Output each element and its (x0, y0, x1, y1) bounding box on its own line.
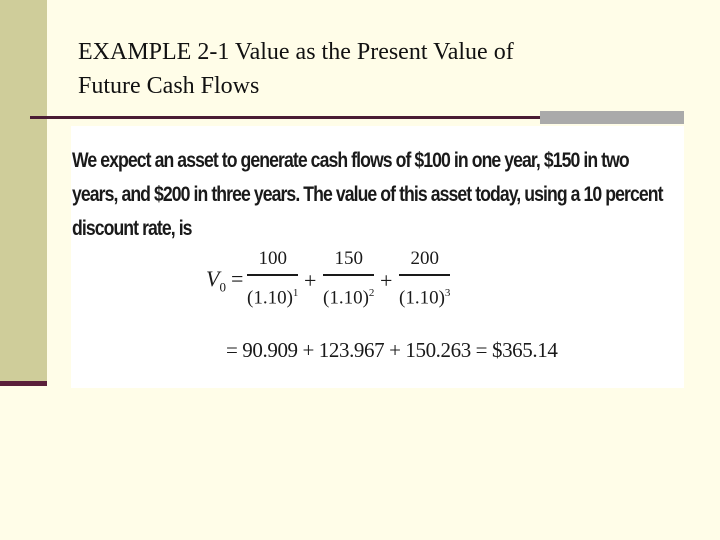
fraction-exponent: 1 (292, 287, 299, 299)
plus-sign: + (380, 268, 393, 293)
title-divider-accent (540, 111, 684, 124)
slide-title: EXAMPLE 2-1 Value as the Present Value of Future Cash Flows (78, 39, 514, 99)
fraction-denominator: $(1.10)^1$ (247, 287, 299, 309)
value-symbol (206, 266, 226, 295)
equals-sign: = (231, 266, 244, 291)
value-subscript: 0 (219, 279, 226, 295)
fraction-year-1 (247, 246, 298, 311)
fraction-exponent: 3 (444, 287, 451, 299)
fraction-denominator: $(1.10)^2$ (323, 287, 375, 309)
plus-sign: + (304, 268, 317, 293)
fraction-year-2 (323, 246, 374, 311)
fraction-numerator: 100 (247, 246, 298, 276)
result-line: = 90.909 + 123.967 + 150.263 = $365.14 (226, 338, 558, 362)
fraction-numerator: 200 (399, 246, 450, 276)
fraction-numerator: 150 (323, 246, 374, 276)
fraction-year-3 (399, 246, 450, 311)
left-band-accent (0, 381, 47, 386)
value-symbol-letter: V (206, 266, 220, 291)
example-text: We expect an asset to generate cash flows of $100 in one year, $150 in two years, and $200 in three years. The value of this asset today, using a 10 percent discount rate, is (72, 149, 663, 240)
fraction-exponent: 2 (368, 287, 375, 299)
title-divider (30, 116, 540, 119)
left-decor-band (0, 0, 47, 386)
fraction-denominator: $(1.10)^3$ (399, 287, 451, 309)
